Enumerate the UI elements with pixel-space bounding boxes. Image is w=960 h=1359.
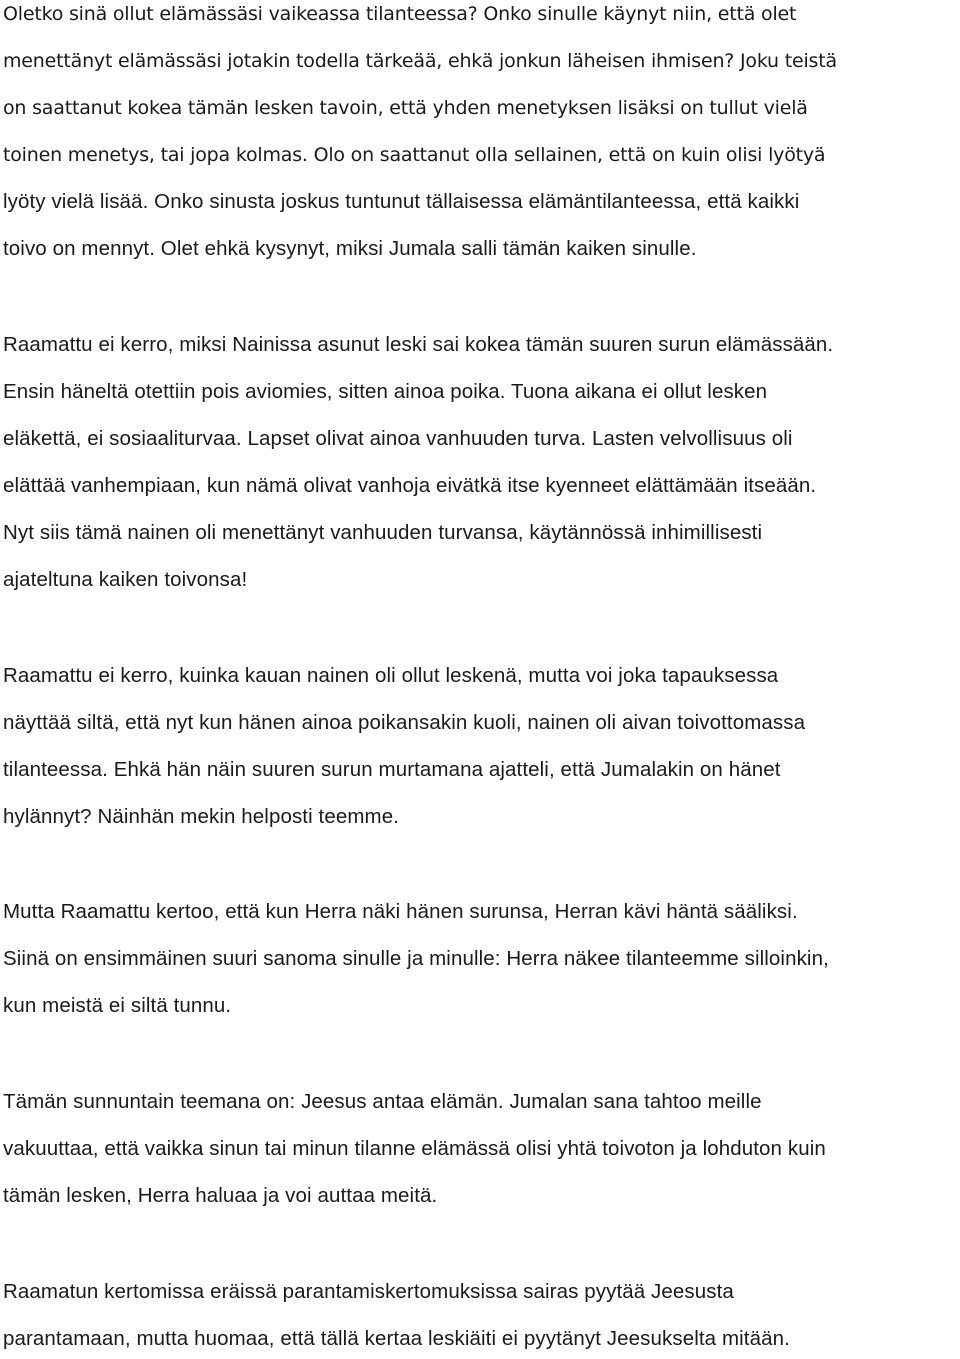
paragraph-5-line-2: vakuuttaa, että vaikka sinun tai minun tilanne elämässä olisi yhtä toivoton ja lohduton kuin xyxy=(3,1137,826,1160)
paragraph-3-line-2: näyttää siltä, että nyt kun hänen ainoa poikansakin kuoli, nainen oli aivan toivottomassa xyxy=(3,711,806,734)
paragraph-1-line-3: on saattanut kokea tämän lesken tavoin, että yhden menetyksen lisäksi on tullut vielä xyxy=(3,97,808,119)
paragraph-1-line-6: toivo on mennyt. Olet ehkä kysynyt, miksi Jumala salli tämän kaiken sinulle. xyxy=(3,237,697,260)
paragraph-1-line-5: lyöty vielä lisää. Onko sinusta joskus tuntunut tällaisessa elämäntilanteessa, että kaikki xyxy=(3,190,800,213)
paragraph-4-line-3: kun meistä ei siltä tunnu. xyxy=(3,994,232,1017)
paragraph-6-line-1: Raamatun kertomissa eräissä parantamiskertomuksissa sairas pyytää Jeesusta xyxy=(3,1280,734,1303)
paragraph-6-line-2: parantamaan, mutta huomaa, että tällä kertaa leskiäiti ei pyytänyt Jeesukselta mitään. xyxy=(3,1327,790,1350)
paragraph-1-line-4: toinen menetys, tai jopa kolmas. Olo on saattanut olla sellainen, että on kuin olisi lyötyä xyxy=(3,144,826,166)
paragraph-2-line-1: Raamattu ei kerro, miksi Nainissa asunut leski sai kokea tämän suuren surun elämässään. xyxy=(3,333,834,356)
paragraph-1-line-1: Oletko sinä ollut elämässäsi vaikeassa tilanteessa? Onko sinulle käynyt niin, että olet xyxy=(3,3,797,25)
paragraph-1-line-2: menettänyt elämässäsi jotakin todella tärkeää, ehkä jonkun läheisen ihmisen? Joku teistä xyxy=(3,50,837,72)
paragraph-2-line-4: elättää vanhempiaan, kun nämä olivat vanhoja eivätkä itse kyenneet elättämään itseään. xyxy=(3,474,817,497)
paragraph-4-line-1: Mutta Raamattu kertoo, että kun Herra näki hänen surunsa, Herran kävi häntä sääliksi. xyxy=(3,900,798,923)
paragraph-4-line-2: Siinä on ensimmäinen suuri sanoma sinulle ja minulle: Herra näkee tilanteemme silloinkin, xyxy=(3,947,829,970)
paragraph-3-line-4: hylännyt? Näinhän mekin helposti teemme. xyxy=(3,805,399,828)
paragraph-3-line-3: tilanteessa. Ehkä hän näin suuren surun murtamana ajatteli, että Jumalakin on hänet xyxy=(3,758,781,781)
paragraph-2-line-5: Nyt siis tämä nainen oli menettänyt vanhuuden turvansa, käytännössä inhimillisesti xyxy=(3,521,763,544)
paragraph-5-line-3: tämän lesken, Herra haluaa ja voi auttaa meitä. xyxy=(3,1184,438,1207)
paragraph-2-line-2: Ensin häneltä otettiin pois aviomies, sitten ainoa poika. Tuona aikana ei ollut lesken xyxy=(3,380,768,403)
paragraph-2-line-3: eläkettä, ei sosiaaliturvaa. Lapset olivat ainoa vanhuuden turva. Lasten velvollisuus oli xyxy=(3,427,793,450)
paragraph-3-line-1: Raamattu ei kerro, kuinka kauan nainen oli ollut leskenä, mutta voi joka tapauksessa xyxy=(3,664,779,687)
paragraph-5-line-1: Tämän sunnuntain teemana on: Jeesus antaa elämän. Jumalan sana tahtoo meille xyxy=(3,1090,762,1113)
paragraph-2-line-6: ajateltuna kaiken toivonsa! xyxy=(3,568,248,591)
